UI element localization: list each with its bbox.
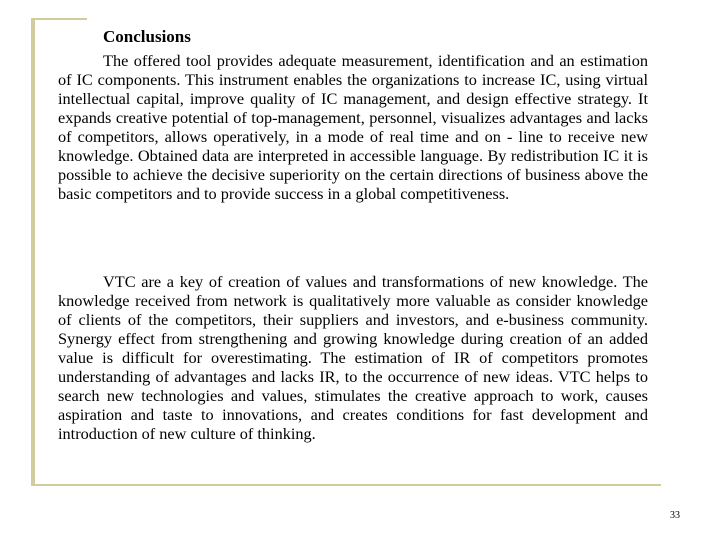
slide-title: Conclusions (103, 27, 191, 46)
page-number: 33 (670, 510, 680, 521)
paragraph-conclusions: The offered tool provides adequate measurement, identification and an estimation of IC components. This instrument enables the organizations to increase IC, using virtual intellectual capital, improve quality of IC management, and design effective strategy. It expands creative potential of top-management, personnel, visualizes advantages and lacks of competitors, allows operatively, in a mode of real time and on - line to receive new knowledge. Obtained data are interpreted in accessible language. By redistribution IC it is possible to achieve the decisive superiority on the certain directions of business above the basic competitors and to provide success in a global competitiveness. (58, 51, 648, 203)
slide-frame-bottom-rule (31, 484, 661, 486)
slide-frame-left-rule (31, 18, 35, 486)
slide-frame-top-rule (31, 18, 87, 20)
paragraph-vtc: VTC are a key of creation of values and transformations of new knowledge. The knowledge received from network is qualitatively more valuable as consider knowledge of clients of the competitors, their suppliers and investors, and e-business community. Synergy effect from strengthening and growing knowledge during creation of an added value is difficult for overestimating. The estimation of IR of competitors promotes understanding of advantages and lacks IR, to the occurrence of new ideas. VTC helps to search new technologies and values, stimulates the creative approach to work, causes aspiration and taste to innovations, and creates conditions for fast development and introduction of new culture of thinking. (58, 272, 648, 443)
